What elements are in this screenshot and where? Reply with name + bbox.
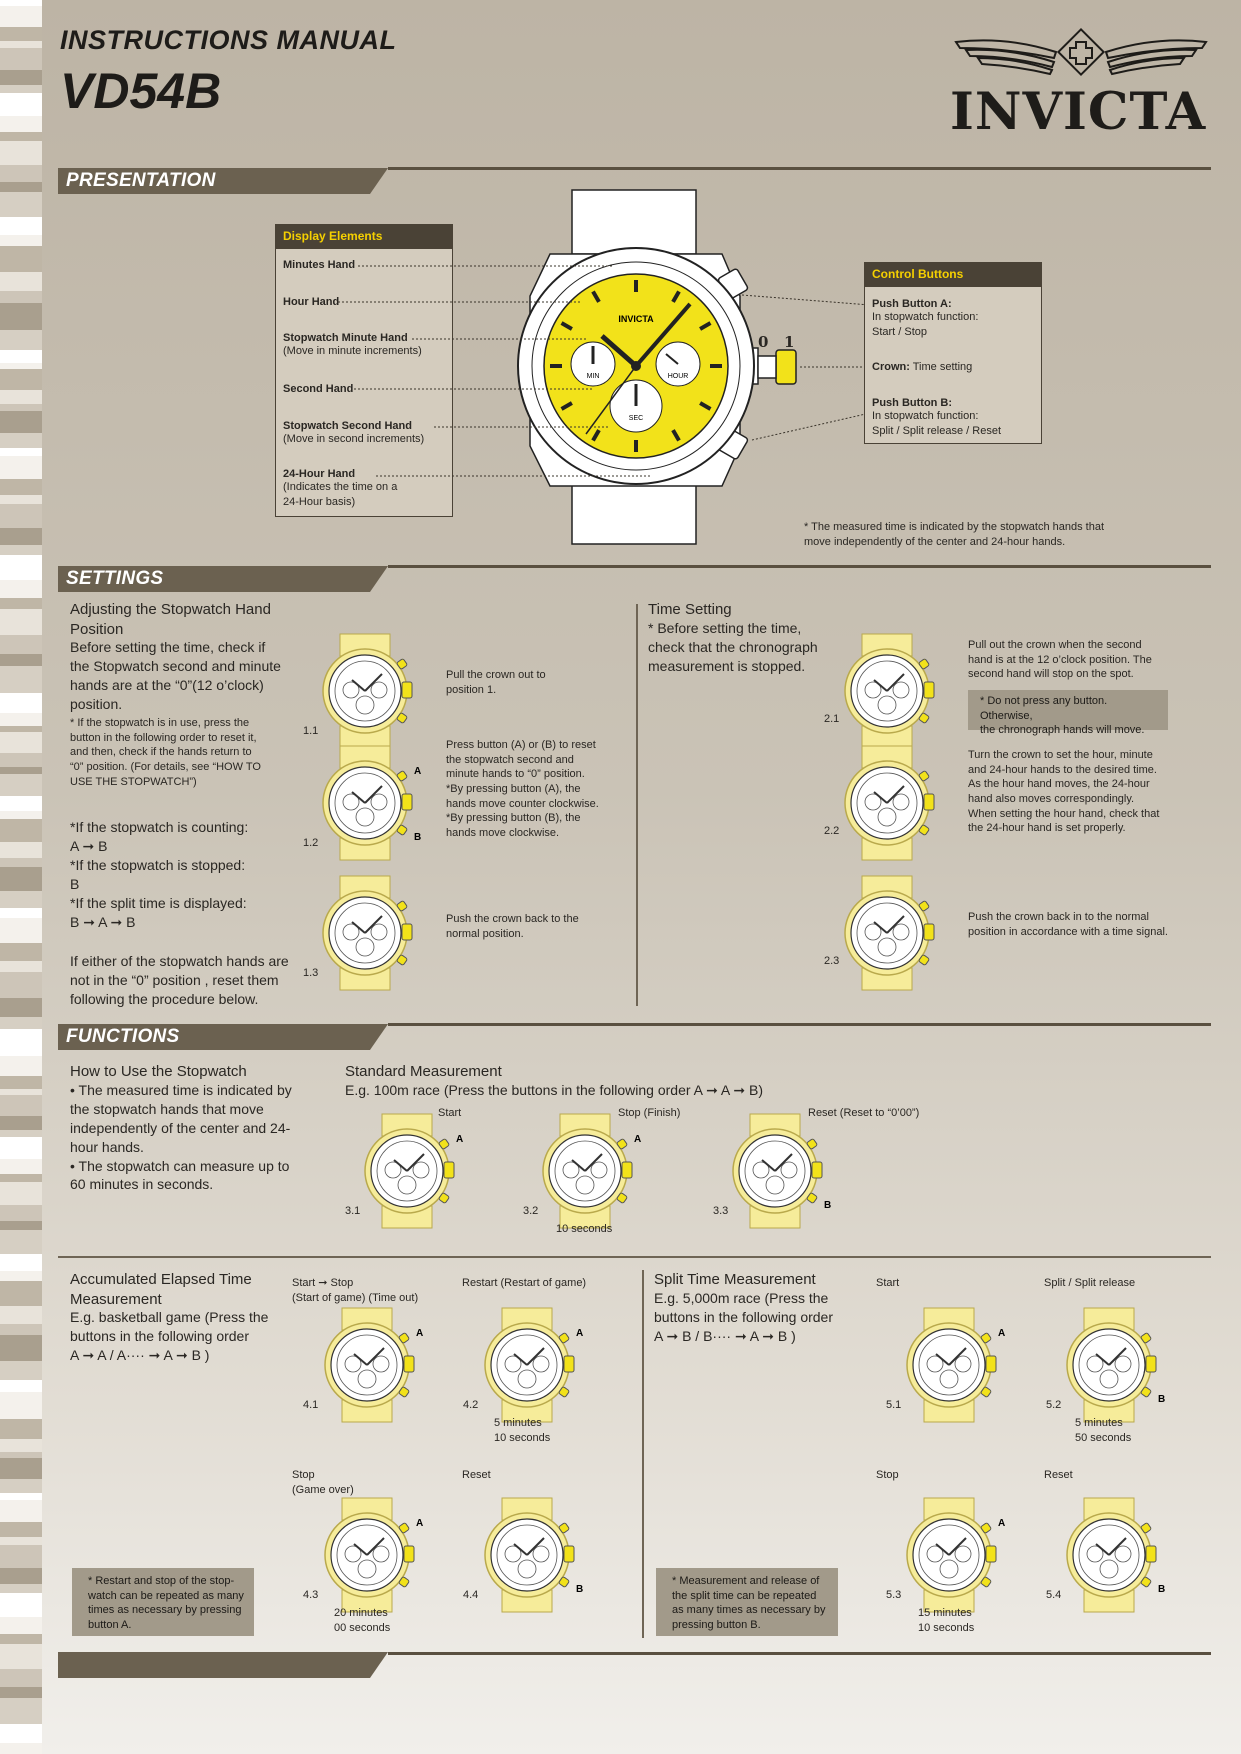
brand-name: INVICTA	[950, 82, 1207, 142]
accumulated-title: Accumulated Elapsed Time Measurement	[70, 1271, 252, 1308]
svg-text:A: A	[416, 1328, 424, 1339]
stripe	[0, 1568, 42, 1584]
watch-illustration	[318, 744, 428, 862]
step-number: 5.4	[1046, 1589, 1062, 1601]
functions-divider	[58, 1256, 1211, 1258]
stripe	[0, 1271, 42, 1281]
stripe	[0, 693, 42, 713]
stripe	[0, 891, 42, 908]
step-text: Push the crown back in to the normal position in accordance with a time signal.	[968, 911, 1168, 938]
step-number: 3.2	[523, 1205, 539, 1217]
stripe	[0, 918, 42, 943]
stripe	[0, 1584, 42, 1593]
svg-text:B: B	[576, 1584, 584, 1595]
step-time: 20 minutes 00 seconds	[334, 1607, 391, 1634]
step-time: 5 minutes 50 seconds	[1075, 1417, 1132, 1444]
stripe	[0, 1324, 42, 1335]
step-text: Push the crown back to the normal position.	[446, 913, 579, 940]
stripe	[0, 1687, 42, 1698]
stripe	[0, 666, 42, 693]
stripe	[0, 1182, 42, 1205]
push-button-a-desc: In stopwatch function: Start / Stop	[872, 311, 979, 338]
step-label: Stop	[876, 1469, 899, 1481]
watch-illustration	[1062, 1496, 1172, 1614]
section-title: FUNCTIONS	[66, 1026, 180, 1047]
step-number: 4.3	[303, 1589, 319, 1601]
watch-illustration	[728, 1112, 838, 1230]
time-setting-intro: * Before setting the time, check that the chronograph measurement is stopped.	[648, 620, 818, 674]
functions-split-divider	[642, 1270, 644, 1638]
stripe	[0, 1130, 42, 1137]
stripe	[0, 774, 42, 796]
stripe	[0, 943, 42, 961]
crown-desc: Time setting	[909, 361, 973, 373]
split-note: * Measurement and release of the split time can be repeated as many times as necessary by pressing button B.	[656, 1568, 838, 1636]
crown-position-0: 0	[758, 333, 769, 351]
step-number: 4.1	[303, 1399, 319, 1411]
stripe	[0, 1392, 42, 1419]
time-setting-title: Time Setting	[648, 601, 732, 618]
svg-text:A: A	[998, 1328, 1006, 1339]
stripe	[0, 1419, 42, 1439]
stripe	[0, 1306, 42, 1324]
step-number: 2.3	[824, 955, 840, 967]
stripe	[0, 961, 42, 972]
adjust-title: Adjusting the Stopwatch Hand Position	[70, 601, 271, 638]
step-number: 1.2	[303, 837, 319, 849]
stripe	[0, 1724, 42, 1743]
stripe	[0, 1593, 42, 1617]
dial-sec-text: SEC	[628, 415, 644, 422]
box-title: Display Elements	[276, 225, 452, 249]
svg-text:B: B	[414, 832, 422, 843]
adjust-stopped: *If the stopwatch is stopped: B	[70, 857, 246, 892]
display-element-name: Stopwatch Minute Hand	[283, 332, 408, 344]
svg-text:B: B	[1158, 1394, 1166, 1405]
display-element-desc: (Indicates the time on a 24-Hour basis)	[283, 481, 398, 508]
manual-title: INSTRUCTIONS MANUAL	[60, 25, 397, 55]
watch-illustration	[840, 874, 950, 992]
stripe	[0, 998, 42, 1017]
adjust-small-note: * If the stopwatch is in use, press the button in the following order to reset it, and then, check if the hands return to “0” position. (For details, see “HOW TO USE THE STOPWATCH”)	[70, 717, 261, 788]
stripe	[0, 811, 42, 819]
display-element-name: Hour Hand	[283, 296, 340, 308]
how-to-title: How to Use the Stopwatch	[70, 1063, 247, 1080]
dial-hour-text: HOUR	[667, 373, 689, 380]
display-element-name: Stopwatch Second Hand	[283, 420, 412, 432]
step-label: Reset	[462, 1469, 491, 1481]
stripe	[0, 1029, 42, 1056]
stripe	[0, 1698, 42, 1724]
crown-position-1: 1	[784, 333, 795, 351]
step-time: 5 minutes 10 seconds	[494, 1417, 551, 1444]
watch-illustration	[320, 1496, 430, 1614]
leader-lines	[0, 0, 1241, 560]
settings-section-bar	[58, 566, 388, 592]
svg-text:A: A	[576, 1328, 584, 1339]
display-element-name: Minutes Hand	[283, 259, 356, 271]
svg-text:A: A	[414, 766, 422, 777]
stripe	[0, 1076, 42, 1089]
step-label: Stop (Finish)	[618, 1107, 681, 1119]
display-element-desc: (Move in second increments)	[283, 433, 425, 445]
stripe	[0, 1056, 42, 1076]
adjust-intro: Before setting the time, check if the Stopwatch second and minute hands are at the “0”(12 o’clock) position.	[70, 639, 281, 712]
settings-divider	[636, 604, 638, 1006]
stripe	[0, 1361, 42, 1380]
step-number: 5.2	[1046, 1399, 1062, 1411]
accumulated-start-label: Start ➞ Stop (Start of game) (Time out)	[292, 1277, 419, 1304]
step-time: 10 seconds	[556, 1223, 613, 1235]
stripe	[0, 842, 42, 858]
adjust-counting: *If the stopwatch is counting: A ➞ B	[70, 819, 249, 854]
stripe	[0, 1221, 42, 1230]
stripe	[0, 1617, 42, 1634]
stripe	[0, 1281, 42, 1306]
stripe	[0, 1095, 42, 1116]
stripe	[0, 908, 42, 918]
watch-illustration	[480, 1306, 590, 1424]
stripe	[0, 819, 42, 842]
step-text: Turn the crown to set the hour, minute and 24-hour hands to the desired time. As the hour hand moves, the 24-hour hand also moves correspondingly. When setting the hour hand, check that the 24-hour hand is set properly.	[968, 749, 1160, 835]
crown-title: Crown:	[872, 361, 910, 373]
stripe	[0, 713, 42, 726]
stripe	[0, 1335, 42, 1361]
presentation-footnote: * The measured time is indicated by the stopwatch hands that move independently of the center and 24-hour hands.	[804, 521, 1105, 548]
step-label: Reset (Reset to “0’00”)	[808, 1107, 920, 1119]
step-text: Pull out the crown when the second hand is at the 12 o’clock position. The second hand will stop on the spot.	[968, 639, 1152, 681]
stripe	[0, 753, 42, 767]
step-number: 1.1	[303, 725, 319, 737]
step-number: 1.3	[303, 967, 319, 979]
watch-illustration	[320, 1306, 430, 1424]
stripe	[0, 1522, 42, 1537]
svg-text:A: A	[634, 1134, 642, 1145]
stripe	[0, 867, 42, 891]
how-to-bullets: • The measured time is indicated by the stopwatch hands that move independently of the center and 24- hour hands. • The stopwatch can measure up to 60 minutes in seconds.	[70, 1082, 292, 1193]
split-desc: E.g. 5,000m race (Press the buttons in the following order A ➞ B / B···· ➞ A ➞ B )	[654, 1290, 833, 1344]
watch-illustration	[360, 1112, 470, 1230]
section-rule	[388, 1023, 1211, 1026]
push-button-b-desc: In stopwatch function: Split / Split release / Reset	[872, 410, 1002, 437]
stripe	[0, 1017, 42, 1029]
step-label: Start	[876, 1277, 900, 1289]
stripe	[0, 796, 42, 811]
step-number: 3.1	[345, 1205, 361, 1217]
watch-illustration	[840, 744, 950, 862]
step-time: 15 minutes 10 seconds	[918, 1607, 975, 1634]
stripe	[0, 1137, 42, 1159]
step-label: Restart (Restart of game)	[462, 1277, 587, 1289]
stripe	[0, 1479, 42, 1493]
stripe	[0, 635, 42, 654]
step-number: 5.3	[886, 1589, 902, 1601]
step-number: 4.4	[463, 1589, 479, 1601]
watch-illustration	[1062, 1306, 1172, 1424]
watch-illustration	[318, 632, 428, 750]
display-element-name: Second Hand	[283, 383, 354, 395]
stripe	[0, 1545, 42, 1568]
section-title: SETTINGS	[66, 568, 164, 589]
svg-text:A: A	[456, 1134, 464, 1145]
model-number: VD54B	[60, 63, 222, 119]
step-number: 5.1	[886, 1399, 902, 1411]
stripe	[0, 1230, 42, 1254]
stripe	[0, 1500, 42, 1522]
split-title: Split Time Measurement	[654, 1271, 816, 1288]
section-title: PRESENTATION	[66, 170, 216, 191]
dial-logo-text: INVICTA	[618, 314, 654, 324]
stripe	[0, 1116, 42, 1130]
stripe	[0, 1644, 42, 1669]
svg-text:A: A	[416, 1518, 424, 1529]
stripe	[0, 1254, 42, 1271]
stripe	[0, 1537, 42, 1545]
stripe	[0, 732, 42, 753]
step-number: 3.3	[713, 1205, 729, 1217]
stripe	[0, 1493, 42, 1500]
stripe	[0, 1159, 42, 1174]
section-rule	[388, 565, 1211, 568]
stripe	[0, 858, 42, 867]
step-label: Reset	[1044, 1469, 1073, 1481]
step-number: 2.2	[824, 825, 840, 837]
footer-rule	[388, 1652, 1211, 1655]
accumulated-note: * Restart and stop of the stop- watch can be repeated as many times as necessary by pressing button A.	[72, 1568, 254, 1636]
display-element-name: 24-Hour Hand	[283, 468, 356, 480]
step-text: Pull the crown out to position 1.	[446, 669, 546, 696]
stripe	[0, 767, 42, 774]
accumulated-desc: E.g. basketball game (Press the buttons in the following order A ➞ A / A···· ➞ A ➞ B )	[70, 1309, 269, 1363]
svg-text:A: A	[998, 1518, 1006, 1529]
push-button-a-title: Push Button A:	[872, 298, 952, 310]
stripe	[0, 972, 42, 998]
adjust-split: *If the split time is displayed: B ➞ A ➞ B	[70, 895, 247, 930]
push-button-b-title: Push Button B:	[872, 397, 953, 409]
watch-illustration	[902, 1306, 1012, 1424]
time-setting-note: * Do not press any button. Otherwise, the chronograph hands will move.	[968, 690, 1168, 730]
stripe	[0, 1669, 42, 1687]
step-label: Start	[438, 1107, 462, 1119]
standard-title: Standard Measurement	[345, 1063, 502, 1080]
step-number: 4.2	[463, 1399, 479, 1411]
stripe	[0, 1458, 42, 1479]
display-element-desc: (Move in minute increments)	[283, 345, 422, 357]
watch-illustration	[318, 874, 428, 992]
step-number: 2.1	[824, 713, 840, 725]
standard-subtitle: E.g. 100m race (Press the buttons in the following order A ➞ A ➞ B)	[345, 1082, 764, 1098]
step-label: Stop (Game over)	[292, 1469, 354, 1496]
watch-illustration	[538, 1112, 648, 1230]
stripe	[0, 609, 42, 635]
stripe	[0, 1634, 42, 1644]
step-text: Press button (A) or (B) to reset the stopwatch second and minute hands to “0” position. *By pressing button (A), the hands move counter clockwise. *By pressing button (B), the hands move clockwise.	[446, 739, 599, 839]
box-title: Control Buttons	[865, 263, 1041, 287]
watch-illustration	[902, 1496, 1012, 1614]
footer-bar	[58, 1652, 388, 1678]
stripe	[0, 1439, 42, 1452]
crown-desc-line	[872, 360, 972, 375]
stripe	[0, 654, 42, 666]
functions-section-bar	[58, 1024, 388, 1050]
stripe	[0, 1205, 42, 1221]
dial-min-text: MIN	[586, 373, 600, 380]
svg-text:B: B	[824, 1200, 832, 1211]
svg-text:B: B	[1158, 1584, 1166, 1595]
step-label: Split / Split release	[1044, 1277, 1136, 1289]
watch-illustration	[840, 632, 950, 750]
watch-illustration	[480, 1496, 590, 1614]
stripe	[0, 580, 42, 598]
stripe	[0, 1174, 42, 1182]
stripe	[0, 1743, 42, 1754]
stripe	[0, 1380, 42, 1392]
stripe	[0, 598, 42, 609]
adjust-footer: If either of the stopwatch hands are not in the “0” position , reset them following the procedure below.	[70, 953, 289, 1007]
